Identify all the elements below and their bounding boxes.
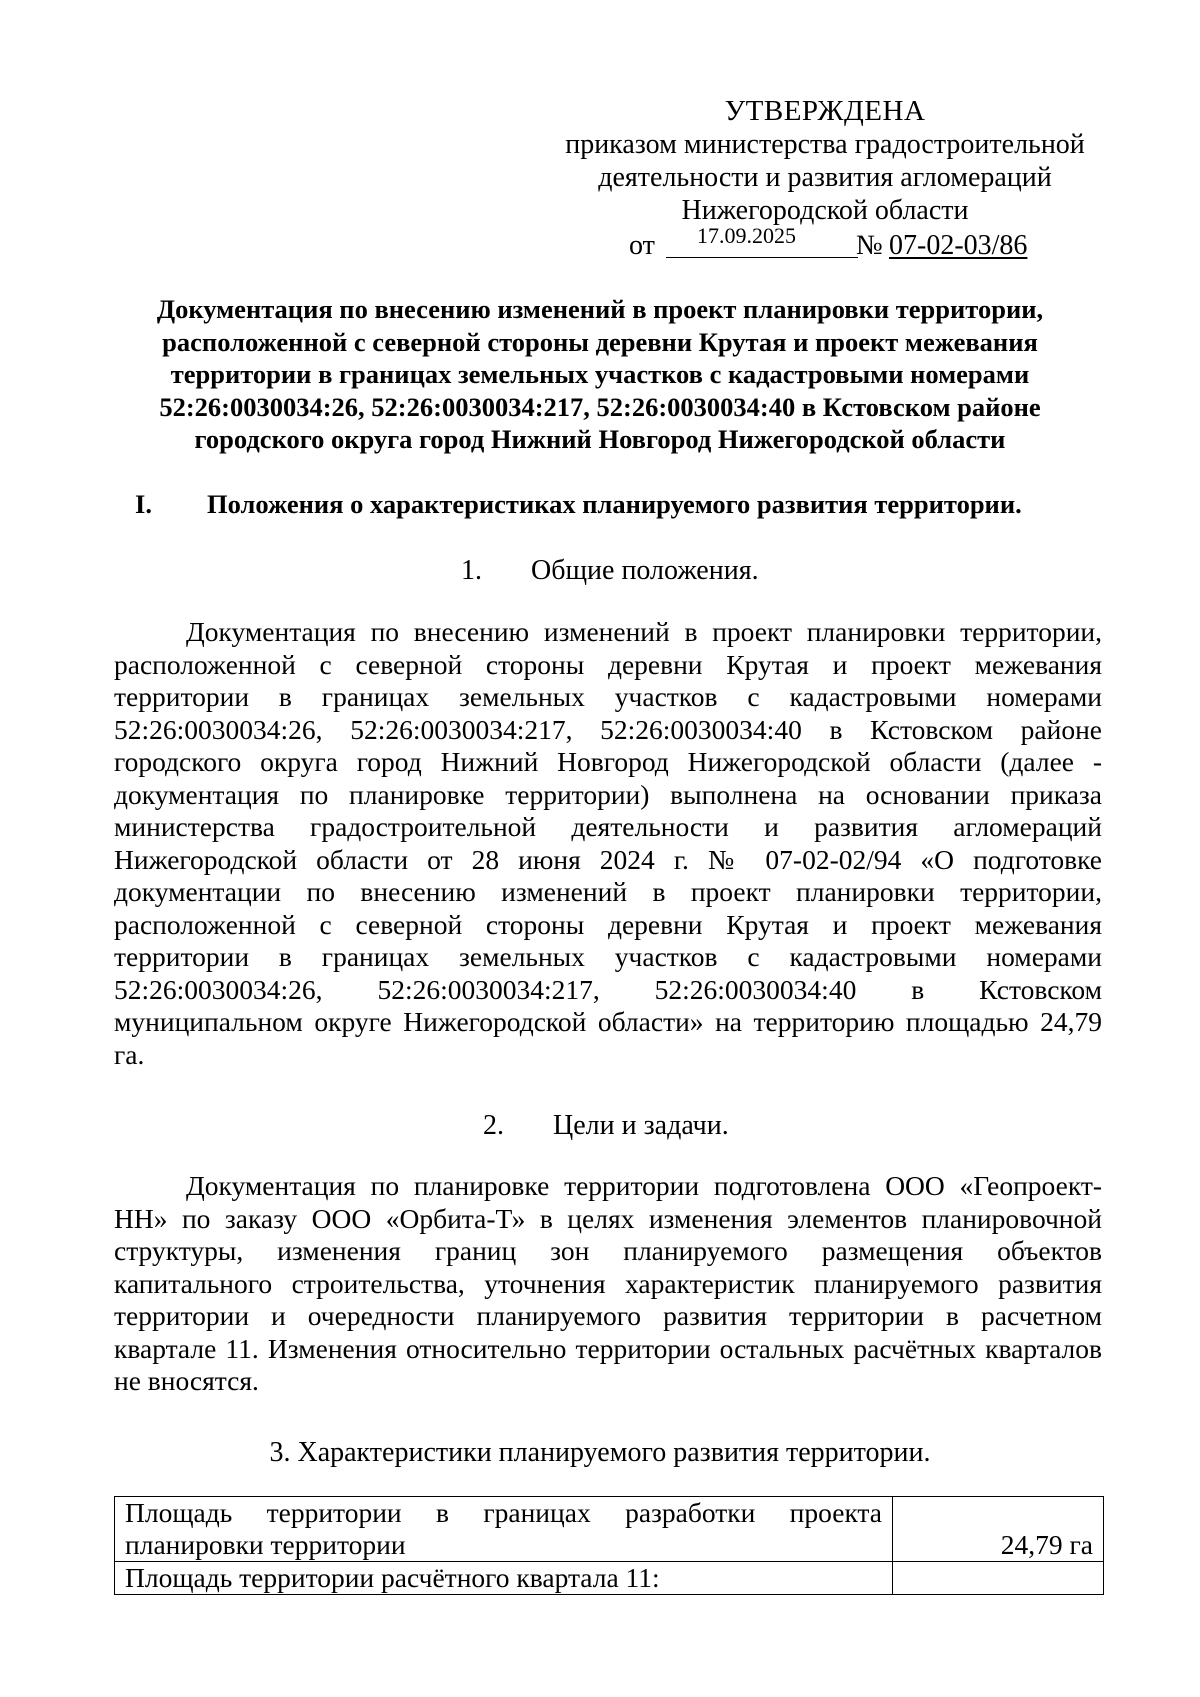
subsection-1-number: 1. [461, 555, 482, 586]
table-cell-label: Площадь территории расчётного квартала 11: [115, 1562, 893, 1595]
date-prefix: от [629, 230, 655, 261]
table-cell-label [115, 1497, 893, 1562]
approval-stamp: УТВЕРЖДЕНА [724, 95, 926, 127]
title-line-4: 52:26:0030034:26, 52:26:0030034:217, 52:26:0030034:40 в Кстовском районе [159, 391, 1041, 422]
table-cell-value: 24,79 га [893, 1497, 1104, 1562]
subsection-2-number: 2. [483, 1110, 504, 1141]
number-sign: № [856, 230, 883, 261]
approval-line-2: деятельности и развития агломераций [598, 162, 1052, 193]
subsection-3-heading: 3. Характеристики планируемого развития территории. [269, 1437, 931, 1468]
table-cell-value [893, 1562, 1104, 1595]
section-title: Положения о характеристиках планируемого развития территории. [207, 489, 1022, 519]
row-1-label-line-1: Площадь территории в границах разработки проекта [125, 1497, 882, 1528]
characteristics-table [114, 1496, 1104, 1595]
section-number: I. [135, 489, 152, 519]
document-title [100, 293, 1100, 456]
approval-block [560, 95, 1090, 263]
subsection-2-title: Цели и задачи. [553, 1110, 729, 1141]
subsection-1-title: Общие положения. [531, 555, 759, 586]
subsection-2-paragraph: Документация по планировке территории подготовлена ООО «Геопроект-НН» по заказу ООО «Орбита-Т» в целях изменения элементов планировочной структуры, изменения границ зон планируемого размещения объектов капитального строительства, уточнения характеристик планируемого развития территории и очередности планируемого развития территории в расчетном квартале 11. Изменения относительно территории остальных расчётных кварталов не вносятся. [114, 1170, 1102, 1396]
table-row [115, 1497, 1104, 1562]
title-line-5: городского округа город Нижний Новгород Нижегородской области [194, 424, 1006, 454]
approval-date: 17.09.2025 [697, 223, 796, 248]
approval-line-1: приказом министерства градостроительной [565, 129, 1085, 160]
row-1-label-line-2: планировки территории [125, 1529, 406, 1560]
subsection-1-paragraph: Документация по внесению изменений в проект планировки территории, расположенной с северной стороны деревни Крутая и проект межевания территории в границах земельных участков с кадастровыми номерами 52:26:0030034:26, 52:26:0030034:217, 52:26:0030034:40 в Кстовском районе городского округа город Нижний Новгород Нижегородской области (далее - документация по планировке территории) выполнена на основании приказа министерства градостроительной деятельности и развития агломераций Нижегородской области от 28 июня 2024 г. № 07-02-02/94 «О подготовке документации по внесению изменений в проект планировки территории, расположенной с северной стороны деревни Крутая и проект межевания территории в границах земельных участков с кадастровыми номерами 52:26:0030034:26, 52:26:0030034:217, 52:26:0030034:40 в Кстовском муниципальном округе Нижегородской области» на территорию площадью 24,79 га. [114, 616, 1102, 1070]
table-row [115, 1562, 1104, 1595]
title-line-3: территории в границах земельных участков с кадастровыми номерами [170, 359, 1030, 389]
approval-line-3: Нижегородской области [681, 195, 969, 226]
title-line-1: Документация по внесению изменений в проект планировки территории, [156, 294, 1044, 324]
approval-date-line [560, 223, 1090, 263]
date-underline [666, 257, 858, 258]
title-line-2: расположенной с северной стороны деревни Крутая и проект межевания [162, 326, 1038, 357]
approval-number: 07-02-03/86 [889, 230, 1028, 261]
